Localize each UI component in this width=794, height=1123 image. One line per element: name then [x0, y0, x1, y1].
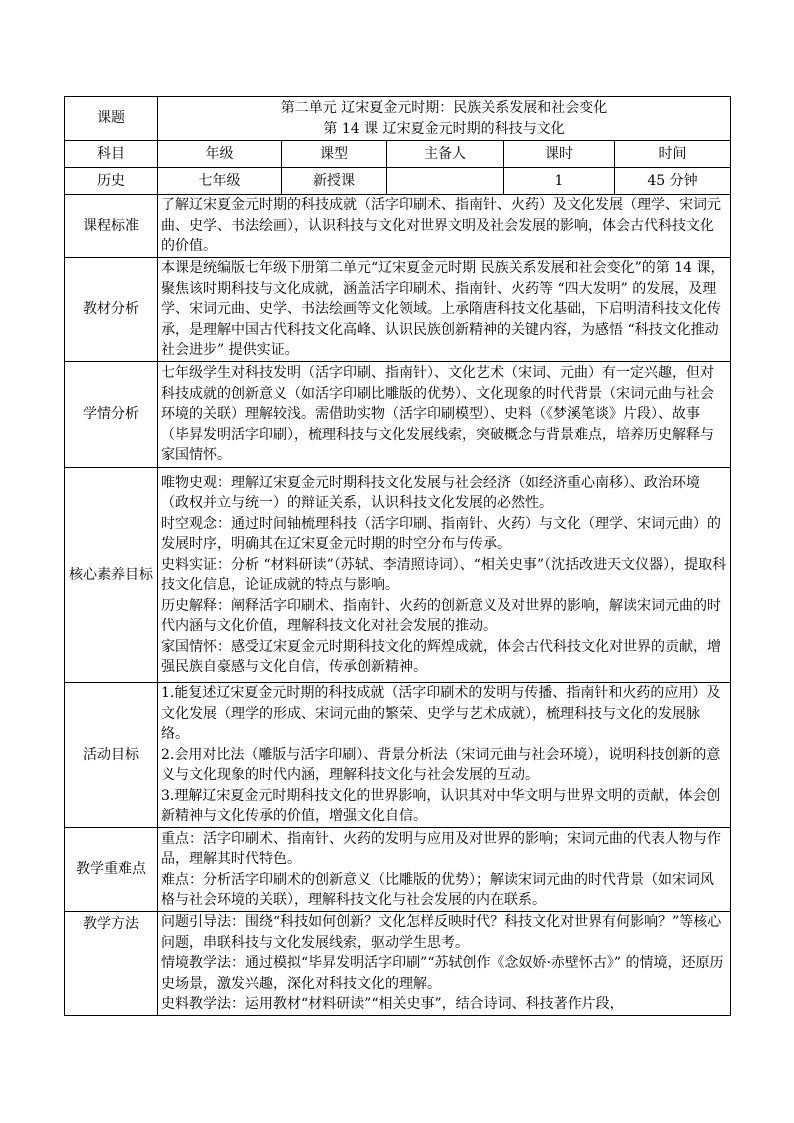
section-row-learner-analysis [65, 362, 731, 468]
section-paragraph: 1.能复述辽宋夏金元时期的科技成就（活字印刷术的发明与传播、指南针和火药的应用）及文化发展（理学的形成、宋词元曲的繁荣、史学与艺术成就），梳理科技与文化的发展脉络。 [161, 685, 721, 743]
section-row-key-difficulties [65, 828, 731, 912]
section-paragraph: 难点：分析活字印刷术的创新意义（比雕版的优势）；解读宋词元曲的时代背景（如宋词风格与社会环境的关联），理解科技文化与社会发展的内在联系。 [161, 871, 714, 908]
section-row-activity-goals [65, 683, 731, 828]
section-label: 学情分析 [65, 362, 158, 468]
info-duration: 45 分钟 [615, 168, 731, 195]
lesson-title-cell [158, 97, 731, 141]
section-paragraph: 唯物史观：理解辽宋夏金元时期科技文化发展与社会经济（如经济重心南移）、政治环境（政权并立与统一）的辩证关系，认识科技文化发展的必然性。 [161, 474, 700, 511]
section-paragraph: 了解辽宋夏金元时期的科技成就（活字印刷术、指南针、火药）及文化发展（理学、宋词元曲、史学、书法绘画），认识科技与文化对世界文明及社会发展的影响，体会古代科技文化的价值。 [161, 197, 721, 255]
section-label: 教学重难点 [65, 828, 158, 912]
info-lesson-type: 新授课 [282, 168, 387, 195]
lesson-plan-table [64, 96, 731, 1016]
info-grade: 七年级 [158, 168, 282, 195]
info-periods: 1 [504, 168, 615, 195]
section-row-textbook-analysis [65, 258, 731, 362]
section-content [158, 912, 731, 1016]
title-row [65, 97, 731, 141]
section-label: 核心素养目标 [65, 468, 158, 683]
section-paragraph: 七年级学生对科技发明（活字印刷、指南针）、文化艺术（宋词、元曲）有一定兴趣，但对科技成就的创新意义（如活字印刷比雕版的优势）、文化现象的时代背景（宋词元曲与社会环境的关联）理解较浅。需借助实物（活字印刷模型）、史料（《梦溪笔谈》片段）、故事（毕昇发明活字印刷），梳理科技与文化发展线索，突破概念与背景难点，培养历史解释与家国情怀。 [161, 365, 714, 464]
section-content [158, 683, 731, 828]
header-grade: 年级 [158, 141, 282, 168]
section-content [158, 828, 731, 912]
info-subject: 历史 [65, 168, 158, 195]
header-lesson-type: 课型 [282, 141, 387, 168]
header-preparer: 主备人 [387, 141, 504, 168]
section-paragraph: 3.理解辽宋夏金元时期科技文化的世界影响，认识其对中华文明与世界文明的贡献，体会创新精神与文化传承的价值，增强文化自信。 [161, 787, 721, 825]
section-label: 活动目标 [65, 683, 158, 828]
info-preparer [387, 168, 504, 195]
section-content [158, 195, 731, 258]
title-label: 课题 [65, 97, 158, 141]
section-paragraph: 历史解释：阐释活字印刷术、指南针、火药的创新意义及对世界的影响，解读宋词元曲的时代内涵与文化价值，理解科技文化对社会发展的推动。 [161, 597, 721, 634]
lesson-title: 第 14 课 辽宋夏金元时期的科技与文化 [323, 120, 565, 137]
section-paragraph: 本课是统编版七年级下册第二单元“辽宋夏金元时期 民族关系发展和社会变化”的第 14 课，聚焦该时期科技与文化成就，涵盖活字印刷术、指南针、火药等 “四大发明” 的发展，及理学、宋词元曲、史学、书法绘画等文化领域。上承隋唐科技文化基础，下启明清科技文化传承，是理解中国古代科技文化高峰、认识民族创新精神的关键内容，为感悟 “科技文化推动社会进步” 提供实证。 [161, 260, 725, 359]
section-paragraph: 重点：活字印刷术、指南针、火药的发明与应用及对世界的影响；宋词元曲的代表人物与作品，理解其时代特色。 [161, 830, 721, 867]
header-periods: 课时 [504, 141, 615, 168]
section-row-curriculum-standard [65, 195, 731, 258]
section-paragraph: 问题引导法：围绕“科技如何创新？文化怎样反映时代？科技文化对世界有何影响？”等核心问题，串联科技与文化发展线索，驱动学生思考。 [161, 914, 722, 951]
section-paragraph: 史料实证：分析 “材料研读”（苏轼、李清照诗词）、“相关史事”（沈括改进天文仪器），提取科技文化信息，论证成就的特点与影响。 [161, 556, 727, 593]
header-subject: 科目 [65, 141, 158, 168]
header-duration: 时间 [615, 141, 731, 168]
section-paragraph: 时空观念：通过时间轴梳理科技（活字印刷、指南针、火药）与文化（理学、宋词元曲）的发展时序，明确其在辽宋夏金元时期的时空分布与传承。 [161, 515, 721, 552]
section-paragraph: 家国情怀：感受辽宋夏金元时期科技文化的辉煌成就，体会古代科技文化对世界的贡献，增强民族自豪感与文化自信，传承创新精神。 [161, 638, 721, 675]
section-content [158, 362, 731, 468]
section-row-core-literacy [65, 468, 731, 683]
section-paragraph: 2.会用对比法（雕版与活字印刷）、背景分析法（宋词元曲与社会环境），说明科技创新的意义与文化现象的时代内涵，理解科技文化与社会发展的互动。 [161, 746, 721, 784]
section-row-teaching-methods [65, 912, 731, 1016]
unit-title: 第二单元 辽宋夏金元时期：民族关系发展和社会变化 [280, 100, 608, 116]
section-paragraph: 情境教学法：通过模拟“毕昇发明活字印刷”“苏轼创作《念奴娇·赤壁怀古》” 的情境，还原历史场景，激发兴趣，深化对科技文化的理解。 [161, 955, 724, 992]
section-content [158, 468, 731, 683]
section-content [158, 258, 731, 362]
section-paragraph: 史料教学法：运用教材“材料研读”“相关史事”，结合诗词、科技著作片段， [161, 996, 624, 1013]
section-label: 课程标准 [65, 195, 158, 258]
section-label: 教学方法 [65, 912, 158, 1016]
info-row [65, 168, 731, 195]
section-label: 教材分析 [65, 258, 158, 362]
header-row [65, 141, 731, 168]
